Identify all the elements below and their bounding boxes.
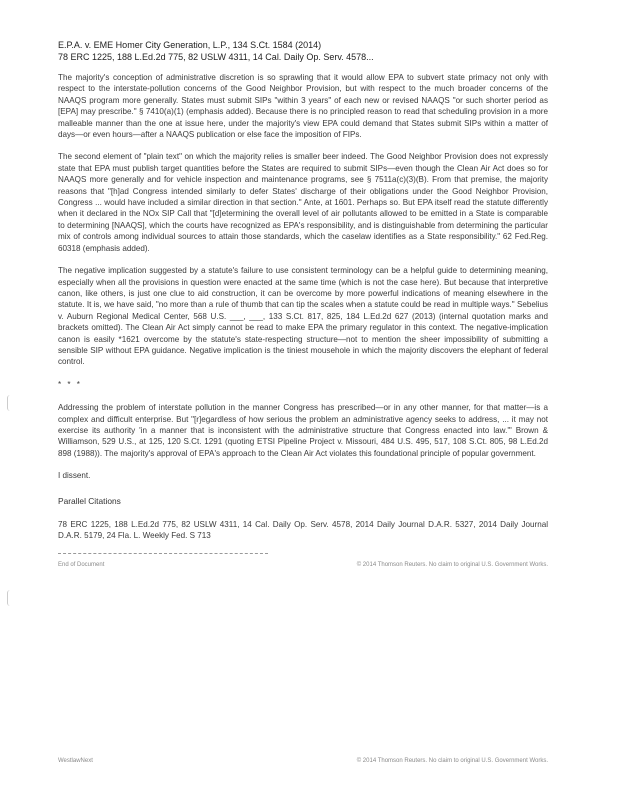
dissent-line: I dissent. — [58, 471, 91, 481]
parallel-citations-heading: Parallel Citations — [58, 495, 121, 506]
paragraph-4: Addressing the problem of interstate pollution in the manner Congress has prescribed—or in any other manner, for that matter—is a complex and difficult enterprise. But "[r]egardless of how serious the problem an administrative agency seeks to address, ... it may not exercise its authority 'in a manner that is inconsistent with the administrative structure that Congress enacted into law.'" Brown & Williamson, 529 U.S., at 125, 120 S.Ct. 1291 (quoting ETSI Pipeline Project v. Missouri, 484 U.S. 495, 517, 108 S.Ct. 805, 98 L.Ed.2d 898 (1988)). The majority's approval of EPA's approach to the Clean Air Act violates this foundational principle of popular government. — [58, 403, 548, 458]
document-body — [58, 72, 548, 571]
scan-mark — [7, 395, 14, 411]
parallel-citations-text: 78 ERC 1225, 188 L.Ed.2d 775, 82 USLW 4311, 14 Cal. Daily Op. Serv. 4578, 2014 Daily Journal D.A.R. 5327, 2014 Daily Journal D.A.R. 5179, 24 Fla. L. Weekly Fed. S 713 — [58, 520, 548, 541]
end-of-document-line — [58, 560, 548, 571]
citation-header — [58, 40, 558, 63]
paragraph-1: The majority's conception of administrative discretion is so sprawling that it would allow EPA to subvert state primacy not only with respect to the interstate-pollution concerns of the Good Neighbor Provision, but with respect to the much broader concerns of the NAAQS program more generally. States must submit SIPs "within 3 years" of each new or revised NAAQS "or such shorter period as [EPA] may prescribe." § 7410(a)(1) (emphasis added). Because there is no principled reason to read that scheduling provision in a more malleable manner than the one at issue here, under the majority's view EPA could demand that States submit SIPs within a matter of days—or even hours—after a NAAQS publication or else face the imposition of FIPs. — [58, 73, 548, 140]
header-line-2: 78 ERC 1225, 188 L.Ed.2d 775, 82 USLW 4311, 14 Cal. Daily Op. Serv. 4578... — [58, 51, 374, 62]
end-of-document-label: End of Document — [58, 561, 105, 568]
page-footer — [58, 758, 548, 764]
footer-brand: WestlawNext — [58, 758, 93, 764]
paragraph-3: The negative implication suggested by a statute's failure to use consistent terminology can be a helpful guide to determining meaning, especially when all the provisions in question were enacted at the same time (which is not the case here). But because that interpretive canon, like others, is just one clue to aid construction, it can be overcome by more powerful indications of meaning elsewhere in the statute. It is, we have said, "no more than a rule of thumb that can tip the scales when a statute could be read in multiple ways." Sebelius v. Auburn Regional Medical Center, 568 U.S. ___, ___, 133 S.Ct. 817, 825, 184 L.Ed.2d 627 (2013) (internal quotation marks and brackets omitted). The Clean Air Act simply cannot be read to make EPA the primary regulator in this context. The negative-implication canon is easily *1621 overcome by the statute's state-respecting structure—not to mention the sheer impossibility of submitting a sensible SIP without EPA guidance. Negative implication is the tiniest mousehole in which the majority discovers the elephant of federal control. — [58, 266, 548, 367]
paragraph-2: The second element of "plain text" on which the majority relies is smaller beer indeed. The Good Neighbor Provision does not expressly state that EPA must publish target quantities before the States are required to submit SIPs—even though the Clean Air Act does so for NAAQS more generally and for vehicle inspection and maintenance programs, see § 7511a(c)(3)(B). From that premise, the majority reasons that "[h]ad Congress intended similarly to defer States' discharge of their obligations under the Good Neighbor Provision, Congress ... would have included a similar direction in that section." Ante, at 1601. Perhaps so. But EPA itself read the statute differently when it declared in the NOx SIP Call that "[d]etermining the overall level of air pollutants allowed to be emitted in a State is comparable to determining [NAAQS], which the courts have recognized as EPA's responsibility, and is distinguishable from determining the particular mix of controls among individual sources to attain those standards, which the caselaw identifies as a State responsibility." 62 Fed.Reg. 60318 (emphasis added). — [58, 152, 548, 253]
footer-copyright: © 2014 Thomson Reuters. No claim to original U.S. Government Works. — [356, 758, 548, 764]
scan-mark — [7, 590, 14, 606]
section-break: * * * — [58, 379, 82, 389]
footer-rule — [58, 553, 268, 554]
copyright-notice: © 2014 Thomson Reuters. No claim to original U.S. Government Works. — [356, 561, 548, 568]
header-line-1: E.P.A. v. EME Homer City Generation, L.P., 134 S.Ct. 1584 (2014) — [58, 40, 322, 50]
